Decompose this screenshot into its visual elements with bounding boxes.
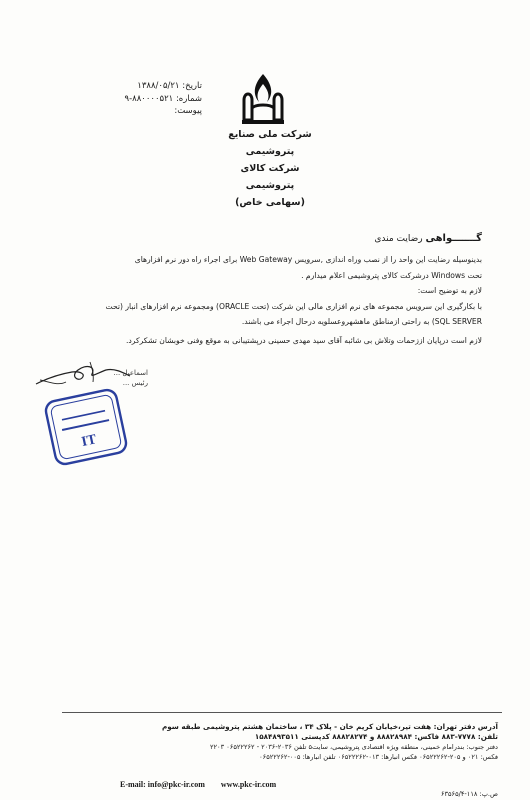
official-stamp [44,385,128,469]
body-paragraph-2: تحت Windows درشرکت کالای پتروشیمی اعلام میدارم . [301,270,482,280]
company-name-main: شرکت ملی صنایع پتروشیمی [228,129,312,157]
date-value: ۱۳۸۸/۰۵/۲۱ [137,81,180,91]
body-paragraph-4: با بکارگیری این سرویس مجموعه های نرم افزاری مالی این شرکت (تحت ORACLE) ومجموعه نرم افزارهای انبار (تحت [105,301,482,311]
date-row [92,80,202,93]
footer-po-box: ص.پ: ۱۱۸-۶۳۵۶۵/۴ [440,790,498,798]
svg-text:IT: IT [80,432,98,451]
certificate-subtitle: رضایت مندی [374,234,423,244]
company-name-sub: شرکت کالای پتروشیمی [240,163,300,191]
footer-divider [62,712,502,713]
letter-footer [38,722,498,762]
number-row [92,93,202,106]
company-logo [238,70,288,130]
body-paragraph-1: بدینوسیله رضایت این واحد را از نصب وراه اندازی ,سرویس Web Gateway برای اجراء راه دور نرم افزارهای [134,255,482,264]
footer-address-tehran: آدرس دفتر تهران: هفت تیر،خیابان کریم خان - پلاک ۳۴ ، ساختمان هشتم پتروشیمی طبقه سوم [161,722,498,731]
letter-meta [92,80,202,118]
attachment-row [92,105,202,118]
footer-email: E-mail: info@pkc-ir.com [120,780,205,789]
number-label: شماره: [175,93,202,104]
signer-role: رئیس ... [122,379,148,387]
letter-body [32,253,482,349]
signer-name: اسماعیل ... [113,369,148,377]
footer-contact [120,780,276,789]
certificate-title [352,233,482,244]
footer-website: www.pkc-ir.com [220,780,277,789]
footer-phones-south: فکس: ۰۲۱ و ۲۰۵-۰۶۵۲۲۲۶۲ فکس انبارها: ۰۱۳-۰۶۵۲۲۲۶۲ تلفن انبارها: ۰۰۵-۰۶۵۲۲۲۶۲ [259,753,498,761]
date-label: تاریخ: [182,81,202,91]
company-header [215,126,325,211]
body-paragraph-3: لازم به توضیح است: [417,286,482,295]
attachment-label: پیوست: [174,106,202,116]
company-type: (سهامی خاص) [235,197,305,208]
footer-phones-tehran: تلفن: ۷۷۷۸-۸۸۳ فاکس: ۸۸۸۲۸۹۸۴ و ۸۸۸۲۸۲۷۴ کدپستی ۱۵۸۴۸۹۳۵۱۱ [254,732,498,741]
certificate-heading: گـــــــواهی [425,233,482,244]
footer-address-south: دفتر جنوب: بندرامام خمینی، منطقه ویژه اقتصادی پتروشیمی، سایت۵ تلفن ۲۰۳۶-۲۰۳۶ - ۰۶۵۲۲۲۶۲ ۲۲۰۳ [209,743,498,751]
number-value: ۸۸۰۰۰۰۵۲۱-۹ [124,93,174,104]
body-paragraph-5: SQL SERVER) به راحتی ازمناطق ماهشهروعسلویه درحال اجراء می باشند. [241,317,482,326]
body-paragraph-6: لازم است درپایان اززحمات وتلاش بی شائبه آقای سید مهدی حسینی درپشتیبانی به موقع وفنی خوبشان تشکرکرد. [125,335,482,345]
